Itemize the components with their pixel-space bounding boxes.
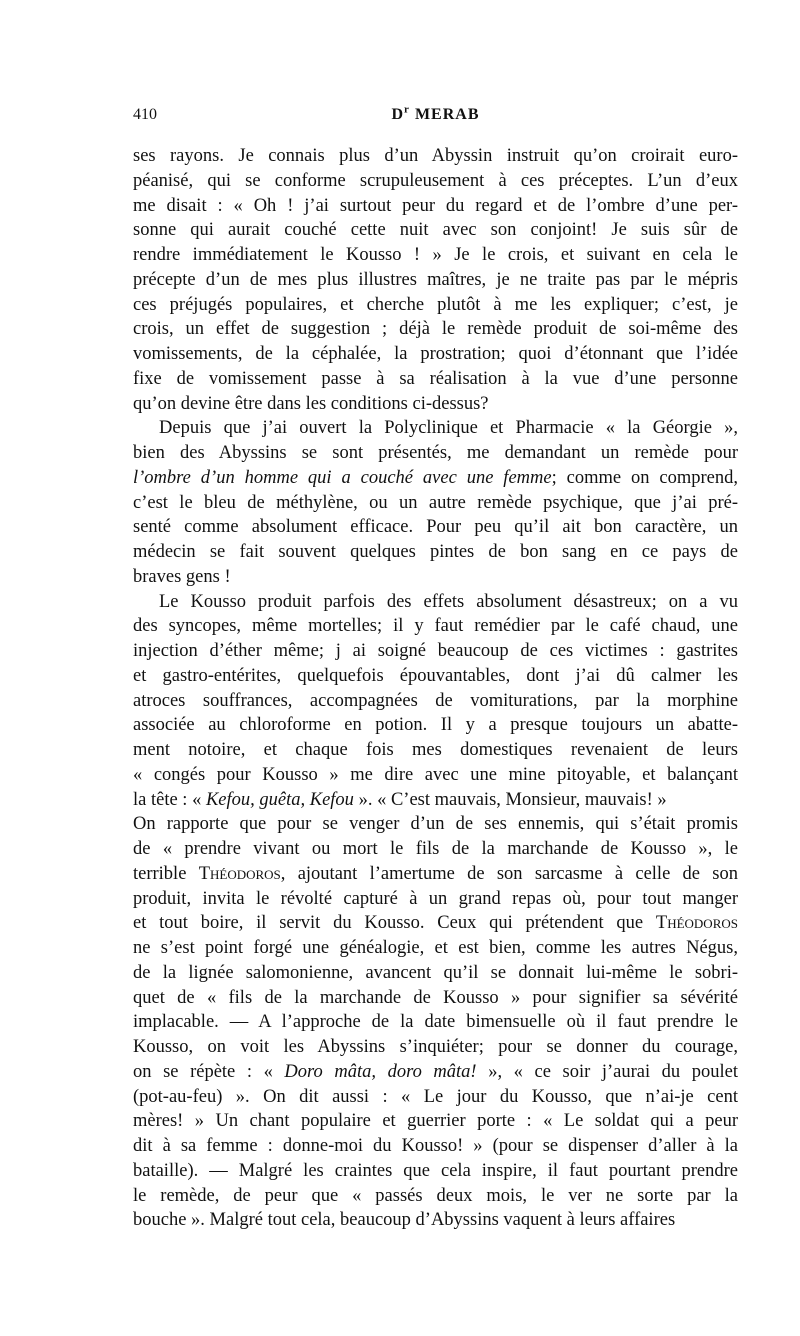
text-line	[133, 961, 738, 986]
text-line	[133, 689, 738, 714]
text-line	[133, 416, 738, 441]
line-text: « congés pour Kousso » me dire avec une mine pitoyable, et balançant	[133, 764, 738, 785]
line-text: ses rayons. Je connais plus d’un Abyssin instruit qu’on croirait euro-	[133, 146, 738, 166]
text-line	[133, 342, 738, 367]
line-text: sonne qui aurait couché cette nuit avec son conjoint! Je suis sûr de	[133, 220, 738, 241]
italic-text: Kefou, guêta, Kefou	[205, 789, 354, 810]
text-line	[133, 565, 738, 590]
text-line	[133, 144, 738, 169]
text-line	[133, 392, 738, 417]
line-text: bouche ». Malgré tout cela, beaucoup d’Abyssins vaquent à leurs affaires	[133, 1210, 676, 1231]
text-line	[133, 268, 738, 293]
text-line	[133, 540, 738, 565]
line-text: bien des Abyssins se sont présentés, me demandant un remède pour	[133, 443, 738, 463]
line-text: mères! » Un chant populaire et guerrier porte : « Le soldat qui a peur	[133, 1111, 738, 1132]
line-text: atroces souffrances, accompagnées de vomiturations, par la morphine	[133, 690, 738, 711]
line-text: associée au chloroforme en potion. Il y a presque toujours un abatte-	[133, 715, 738, 736]
running-head	[133, 103, 738, 124]
text-line	[133, 1159, 738, 1184]
line-text: quet de « fils de la marchande de Kousso » pour signifier sa sévérité	[133, 987, 738, 1008]
text-line	[133, 1010, 738, 1035]
text-line	[133, 515, 738, 540]
text-line	[133, 194, 738, 219]
page-number: 410	[133, 106, 157, 123]
line-text: de la lignée salomonienne, avancent qu’il se donnait lui-même le sobri-	[133, 962, 738, 983]
text-line	[133, 169, 738, 194]
line-text: le remède, de peur que « passés deux mois, le ver ne sorte par la	[133, 1185, 738, 1206]
author-prefix-superscript: r	[404, 103, 410, 116]
italic-text: Doro mâta, doro mâta!	[284, 1061, 477, 1082]
line-text: médecin se fait souvent quelques pintes de bon sang en ce pays de	[133, 542, 738, 562]
text-line	[133, 738, 738, 763]
line-text: senté comme absolument efficace. Pour peu qu’il ait bon caractère, un	[133, 517, 738, 538]
page-header	[133, 103, 738, 128]
text-line	[133, 936, 738, 961]
text-line	[133, 664, 738, 689]
line-text: », « ce soir j’aurai du poulet	[476, 1061, 739, 1082]
text-line	[133, 491, 738, 516]
line-text: la tête : «	[133, 789, 206, 810]
text-line	[133, 862, 738, 887]
text-line	[133, 713, 738, 738]
text-line	[133, 590, 738, 615]
italic-text: l’ombre d’un homme qui a couché avec une femme	[133, 467, 552, 488]
line-text: braves gens !	[133, 566, 231, 587]
text-line	[133, 614, 738, 639]
line-text: c’est le bleu de méthylène, ou un autre remède psychique, que j’ai pré-	[133, 492, 738, 513]
line-text: vomissements, de la céphalée, la prostration; quoi d’étonnant que l’idée	[133, 344, 738, 364]
text-line	[133, 1208, 738, 1233]
text-line	[133, 639, 738, 664]
text-line	[133, 887, 738, 912]
text-line	[133, 218, 738, 243]
text-line	[133, 1109, 738, 1134]
line-text: péanisé, qui se conforme scrupuleusement à ces préceptes. L’un d’eux	[133, 170, 738, 191]
author-prefix: D	[391, 106, 405, 123]
text-line	[133, 367, 738, 392]
text-line	[133, 1134, 738, 1159]
line-text: qu’on devine être dans les conditions ci-dessus?	[133, 393, 489, 414]
line-text: injection d’éther même; j ai soigné beaucoup de ces victimes : gastrites	[133, 641, 738, 661]
text-line	[133, 763, 738, 788]
text-line	[133, 317, 738, 342]
text-line	[133, 293, 738, 318]
line-text: et gastro-entérites, quelquefois épouvantables, dont j’ai dû calmer les	[133, 665, 738, 686]
text-line	[133, 243, 738, 268]
line-text: terrible	[133, 863, 199, 884]
line-text: précepte d’un de mes plus illustres maîtres, je ne traite pas par le mépris	[133, 269, 738, 290]
text-line	[133, 911, 738, 936]
text-line	[133, 788, 738, 813]
small-caps-name: Théodoros	[198, 863, 281, 884]
text-line	[133, 1035, 738, 1060]
line-text: Depuis que j’ai ouvert la Polyclinique et Pharmacie « la Géorgie »,	[159, 418, 738, 439]
line-text: des syncopes, même mortelles; il y faut remédier par le café chaud, une	[133, 616, 738, 637]
line-text: ; comme on comprend,	[551, 467, 738, 488]
line-text: et tout boire, il servit du Kousso. Ceux qui prétendent que	[133, 913, 656, 934]
text-line	[133, 466, 738, 491]
line-text: On rapporte que pour se venger d’un de ses ennemis, qui s’était promis	[133, 814, 738, 835]
line-text: fixe de vomissement passe à sa réalisation à la vue d’une personne	[133, 368, 738, 389]
small-caps-name: Théodoros	[655, 913, 738, 934]
line-text: bataille). — Malgré les craintes que cela inspire, il faut pourtant prendre	[133, 1160, 738, 1181]
author-name: MERAB	[414, 106, 480, 123]
line-text: Le Kousso produit parfois des effets absolument désastreux; on a vu	[159, 591, 738, 612]
line-text: ces préjugés populaires, et cherche plutôt à me les expliquer; c’est, je	[133, 294, 738, 315]
line-text: ment notoire, et chaque fois mes domestiques revenaient de leurs	[133, 740, 738, 760]
line-text: me disait : « Oh ! j’ai surtout peur du regard et de l’ombre d’une per-	[133, 195, 738, 216]
text-line	[133, 1085, 738, 1110]
text-line	[133, 812, 738, 837]
line-text: crois, un effet de suggestion ; déjà le remède produit de soi-même des	[133, 319, 738, 340]
line-text: ne s’est point forgé une généalogie, et est bien, comme les autres Négus,	[133, 938, 738, 958]
text-line	[133, 837, 738, 862]
line-text: produit, invita le révolté capturé à un grand repas où, pour tout manger	[133, 888, 738, 909]
line-text: implacable. — A l’approche de la date bimensuelle où il faut prendre le	[133, 1012, 738, 1033]
text-line	[133, 1060, 738, 1085]
line-text: Kousso, on voit les Abyssins s’inquiéter; pour se donner du courage,	[133, 1037, 738, 1057]
line-text: , ajoutant l’amertume de son sarcasme à celle de son	[280, 863, 738, 884]
line-text: de « prendre vivant ou mort le fils de la marchande de Kousso », le	[133, 839, 738, 859]
text-line	[133, 1184, 738, 1209]
line-text: rendre immédiatement le Kousso ! » Je le crois, et suivant en cela le	[133, 245, 738, 265]
text-line	[133, 441, 738, 466]
line-text: on se répète : «	[133, 1061, 285, 1082]
text-line	[133, 986, 738, 1011]
body-text	[133, 144, 738, 1233]
line-text: ». « C’est mauvais, Monsieur, mauvais! »	[353, 789, 667, 810]
line-text: dit à sa femme : donne-moi du Kousso! » (pour se dispenser d’aller à la	[133, 1136, 738, 1156]
line-text: (pot-au-feu) ». On dit aussi : « Le jour du Kousso, que n’ai-je cent	[133, 1086, 738, 1107]
